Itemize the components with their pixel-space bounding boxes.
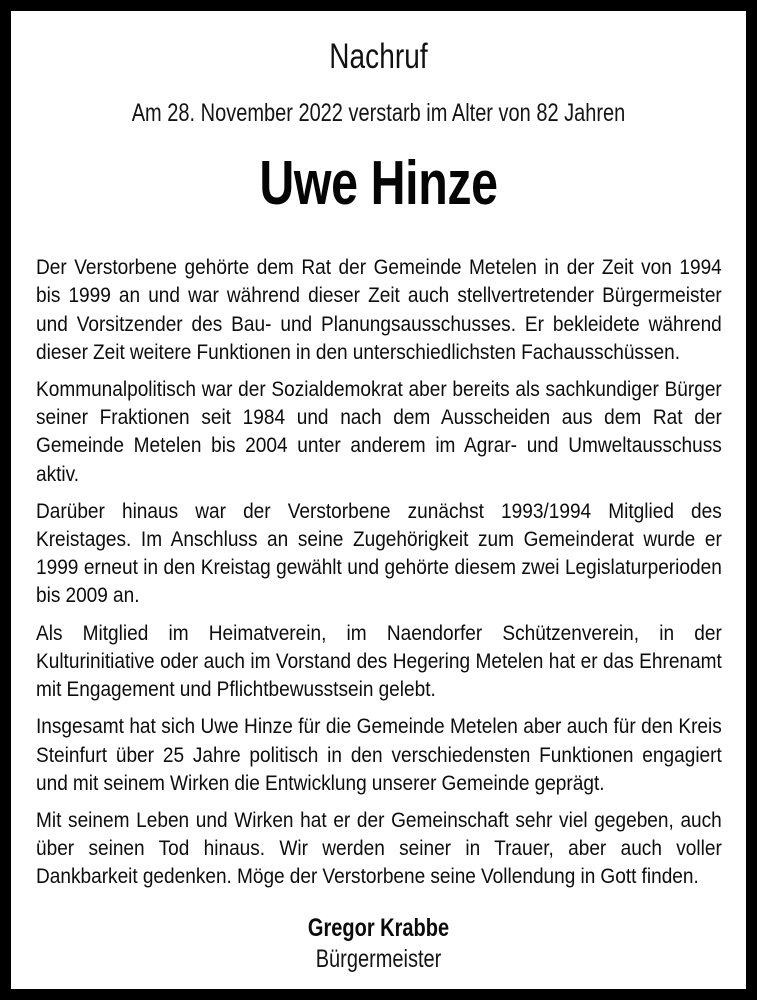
- signatory-name: Gregor Krabbe: [307, 913, 450, 942]
- body-paragraph: Mit seinem Leben und Wirken hat er der Gemeinschaft sehr viel gegeben, auch über seinen Tod hinaus. Wir werden seiner in Trauer, aber auch voller Dankbarkeit gedenken. Möge der Verstorbene seine Vollendung in Gott finden.: [36, 807, 722, 889]
- signatory-role: Bürgermeister: [315, 944, 442, 973]
- body-paragraph: Der Verstorbene gehörte dem Rat der Gemeinde Metelen in der Zeit von 1994 bis 1999 an und war während dieser Zeit auch stellvertretender Bürgermeister und Vorsitzender des Bau- und Planungsausschusses. Er bekleidete während dieser Zeit weitere Funktionen in den unterschiedlichsten Fachausschüssen.: [36, 255, 722, 364]
- body-paragraph: Als Mitglied im Heimatverein, im Naendorfer Schützenverein, in der Kulturinitiative oder auch im Vorstand des Hegering Metelen hat er das Ehrenamt mit Engagement und Pflichtbewusstsein gelebt.: [36, 620, 722, 702]
- death-announcement-line: Am 28. November 2022 verstarb im Alter von 82 Jahren: [131, 98, 626, 127]
- page-title: Nachruf: [329, 37, 428, 76]
- notice-content-area: [11, 11, 746, 989]
- signature-block: [36, 891, 721, 974]
- body-paragraph: Insgesamt hat sich Uwe Hinze für die Gemeinde Metelen aber auch für den Kreis Steinfurt über 25 Jahre politisch in den verschiedensten Funktionen engagiert und mit seinem Wirken die Entwicklung unserer Gemeinde geprägt.: [36, 714, 722, 795]
- body-paragraph: Darüber hinaus war der Verstorbene zunächst 1993/1994 Mitglied des Kreistages. Im Anschluss an seine Zugehörigkeit zum Gemeinderat wurde er 1999 erneut in den Kreistag gewählt und gehörte diesem zwei Legislaturperioden bis 2009 an.: [36, 498, 722, 608]
- body-paragraph: Kommunalpolitisch war der Sozialdemokrat aber bereits als sachkundiger Bürger seiner Fraktionen seit 1984 und nach dem Ausscheiden aus dem Rat der Gemeinde Metelen bis 2004 unter anderem im Agrar- und Umweltausschuss aktiv.: [36, 377, 722, 486]
- obituary-body: [36, 215, 722, 890]
- deceased-name: Uwe Hinze: [259, 149, 498, 219]
